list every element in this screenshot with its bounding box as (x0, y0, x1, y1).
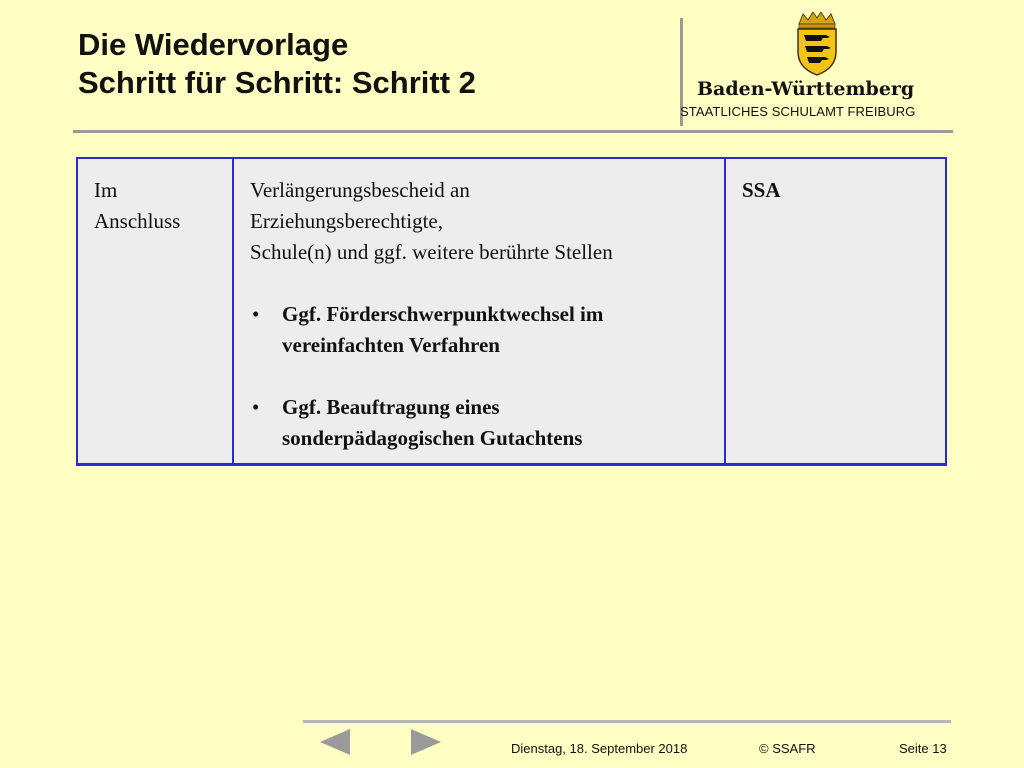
action-line-3: Schule(n) und ggf. weitere berührte Stellen (250, 240, 613, 264)
bullet-1-line-2: vereinfachten Verfahren (282, 333, 500, 357)
coat-of-arms-icon (794, 12, 840, 76)
timing-cell (77, 158, 233, 465)
arrow-left-icon[interactable] (320, 729, 350, 755)
header-divider (73, 130, 953, 133)
timing-line-1: Im (94, 178, 118, 202)
organization-subtitle: STAATLICHES SCHULAMT FREIBURG (680, 104, 916, 119)
title-line-1: Die Wiedervorlage (78, 27, 349, 62)
bullet-item (250, 392, 710, 454)
arrow-right-icon[interactable] (411, 729, 441, 755)
footer-date: Dienstag, 18. September 2018 (511, 741, 688, 756)
bullet-item (250, 299, 710, 361)
action-cell (233, 158, 725, 465)
action-bullet-list (250, 299, 710, 454)
footer-copyright: © SSAFR (759, 741, 816, 756)
responsible-cell (725, 158, 946, 465)
organization-name: Baden-Württemberg (697, 78, 915, 100)
table-row (77, 158, 946, 465)
action-line-2: Erziehungsberechtigte, (250, 209, 443, 233)
content-table (76, 157, 947, 466)
title-line-2: Schritt für Schritt: Schritt 2 (78, 65, 476, 100)
bullet-2-line-1: • Ggf. Beauftragung eines (282, 395, 500, 419)
responsible-label: SSA (742, 178, 781, 202)
action-line-1: Verlängerungsbescheid an (250, 178, 470, 202)
footer-divider (303, 720, 951, 723)
timing-line-2: Anschluss (94, 209, 181, 233)
bullet-1-line-1: • Ggf. Förderschwerpunktwechsel im (282, 302, 604, 326)
footer-page-number: Seite 13 (899, 741, 947, 756)
slide-title (78, 26, 476, 102)
bullet-2-line-2: sonderpädagogischen Gutachtens (282, 426, 583, 450)
